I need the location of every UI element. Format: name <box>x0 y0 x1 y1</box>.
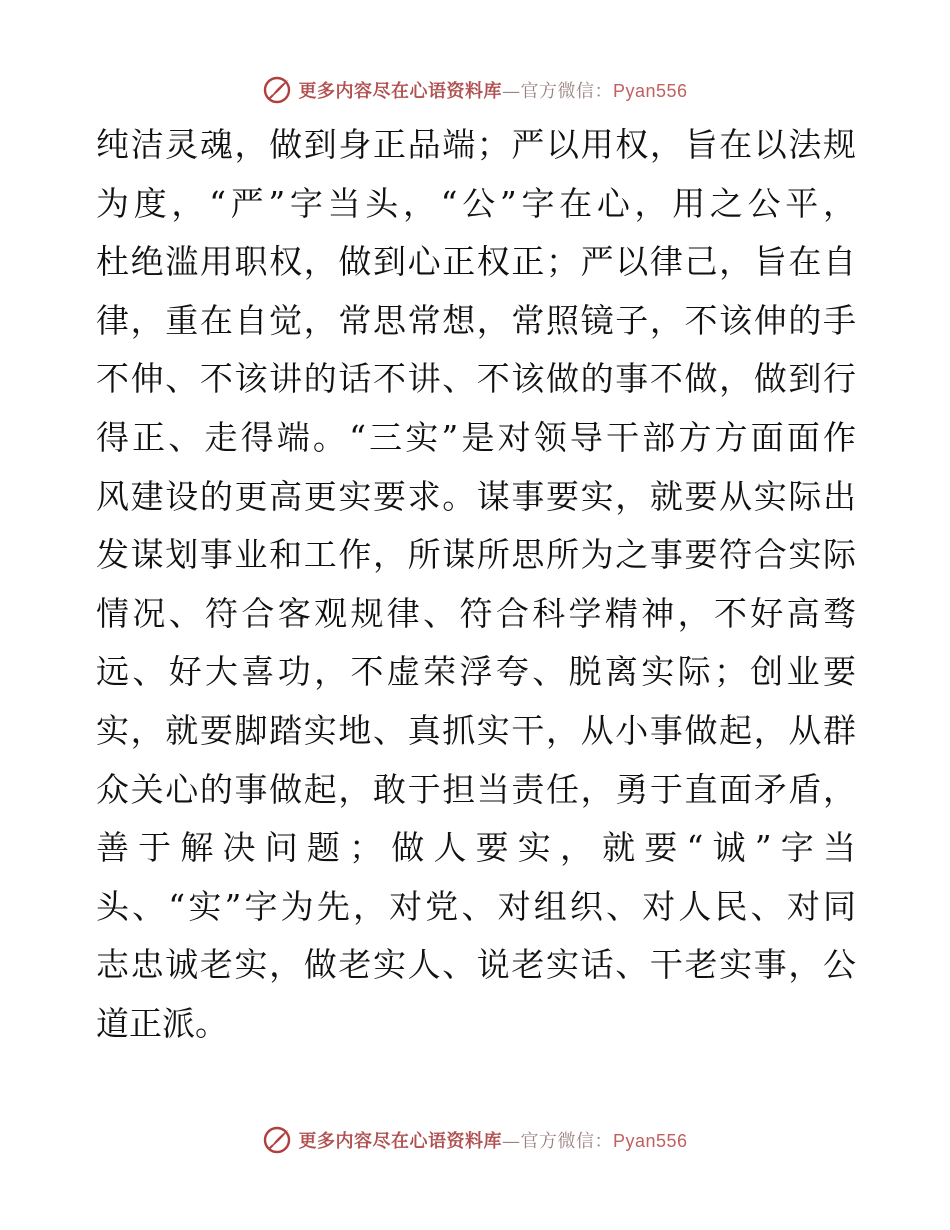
text-line: 杜绝滥用职权，做到心正权正；严以律己，旨在自 <box>96 242 856 282</box>
text-line: 善于解决问题；做人要实，就要“诚”字当 <box>96 828 856 868</box>
text-line: 远、好大喜功，不虚荣浮夸、脱离实际；创业要 <box>96 652 856 692</box>
document-body <box>96 116 856 1054</box>
text-line: 为度，“严”字当头，“公”字在心，用之公平， <box>96 183 856 223</box>
header-banner <box>0 70 950 110</box>
banner-wechat-id: Pyan556 <box>612 81 688 101</box>
quill-circle-logo-icon <box>262 75 292 105</box>
text-line: 实，就要脚踏实地、真抓实干，从小事做起，从群 <box>96 710 856 750</box>
text-line: 情况、符合客观规律、符合科学精神，不好高骛 <box>96 593 856 633</box>
quill-circle-logo-icon <box>262 1125 292 1155</box>
banner-wechat-id: Pyan556 <box>612 1131 688 1151</box>
banner-main-text: 更多内容尽在心语资料库 <box>298 81 502 102</box>
text-line: 风建设的更高更实要求。谋事要实，就要从实际出 <box>96 476 856 516</box>
text-line: 发谋划事业和工作，所谋所思所为之事要符合实际 <box>96 535 856 575</box>
text-line: 头、“实”字为先，对党、对组织、对人民、对同 <box>96 886 856 926</box>
text-line: 得正、走得端。“三实”是对领导干部方方面面作 <box>96 417 856 457</box>
text-line: 志忠诚老实，做老实人、说老实话、干老实事，公 <box>96 945 856 985</box>
text-line: 众关心的事做起，敢于担当责任，勇于直面矛盾， <box>96 769 856 809</box>
banner-text <box>298 77 687 103</box>
banner-separator: — <box>501 81 521 102</box>
text-line: 纯洁灵魂，做到身正品端；严以用权，旨在以法规 <box>96 125 856 164</box>
banner-main-text: 更多内容尽在心语资料库 <box>298 1131 502 1152</box>
banner-wechat-label: 官方微信： <box>520 1131 613 1152</box>
text-line: 律，重在自觉，常思常想，常照镜子，不该伸的手 <box>96 300 856 340</box>
footer-banner <box>0 1120 950 1160</box>
text-line: 不伸、不该讲的话不讲、不该做的事不做，做到行 <box>96 359 856 399</box>
text-line: 道正派。 <box>96 1003 228 1043</box>
banner-text <box>298 1127 687 1153</box>
banner-wechat-label: 官方微信： <box>520 81 613 102</box>
banner-separator: — <box>501 1131 521 1152</box>
